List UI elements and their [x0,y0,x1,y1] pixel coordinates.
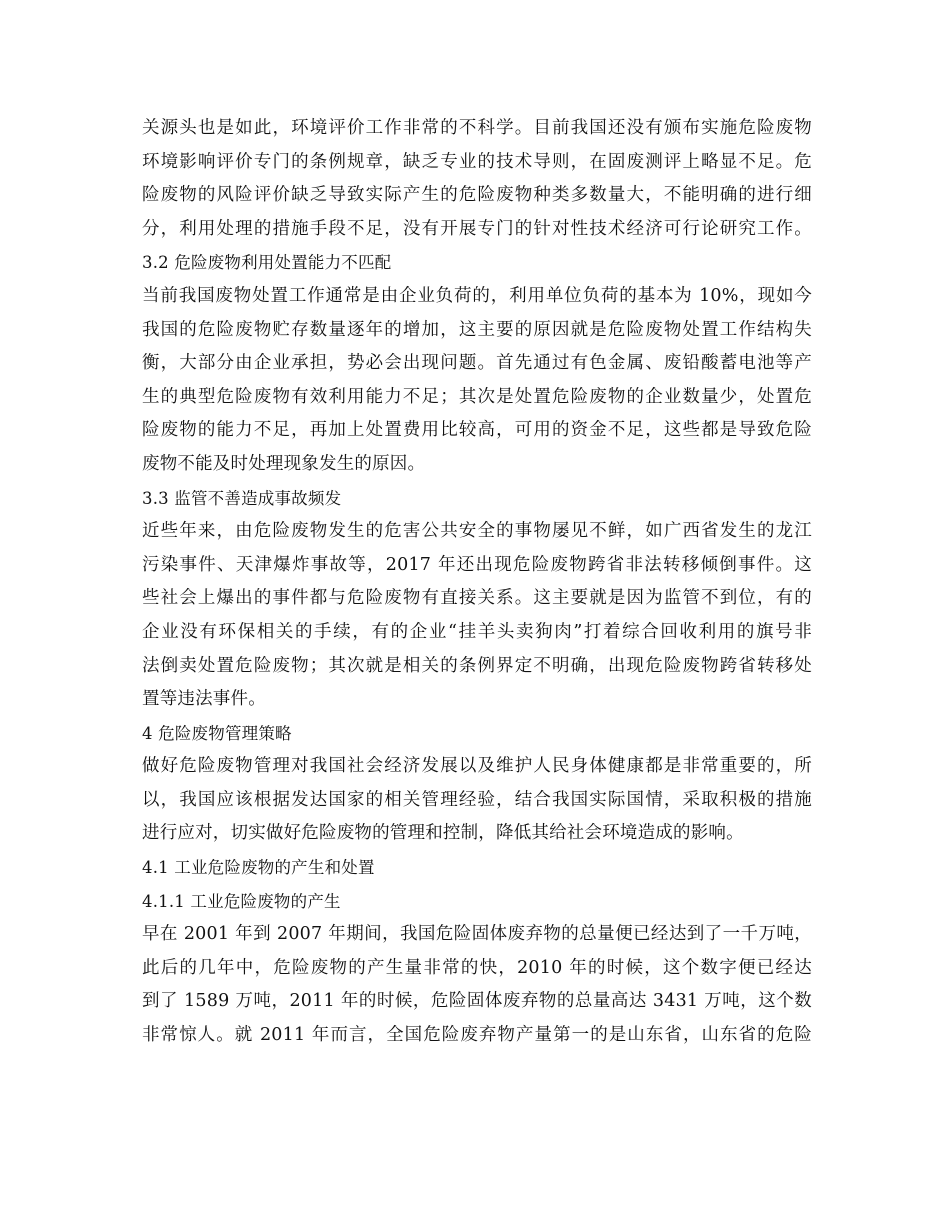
section-heading: 3.3 监管不善造成事故频发 [142,488,342,508]
document-page [142,112,812,1053]
text-line: 非常惊人。就 2011 年而言，全国危险废弃物产量第一的是山东省，山东省的危险 [142,1025,812,1046]
text-line: 险废物的风险评价缺乏导致实际产生的危险废物种类多数量大，不能明确的进行细 [142,185,812,206]
text-line: 置等违法事件。 [142,689,266,710]
text-line: 到了 1589 万吨，2011 年的时候，危险固体废弃物的总量高达 3431 万吨，这个数 [142,991,812,1012]
section-heading: 3.2 危险废物利用处置能力不匹配 [142,253,392,273]
text-line: 早在 2001 年到 2007 年期间，我国危险固体废弃物的总量便已经达到了一千万吨， [142,924,812,945]
text-line: 此后的几年中，危险废物的产生量非常的快，2010 年的时候，这个数字便已经达 [142,957,812,978]
section-heading: 4.1 工业危险废物的产生和处置 [142,858,375,878]
text-line: 废物不能及时处理现象发生的原因。 [142,453,426,474]
text-line: 法倒卖处置危险废物；其次就是相关的条例界定不明确，出现危险废物跨省转移处 [142,655,812,676]
text-line: 做好危险废物管理对我国社会经济发展以及维护人民身体健康都是非常重要的，所 [142,756,812,777]
text-line: 我国的危险废物贮存数量逐年的增加，这主要的原因就是危险废物处置工作结构失 [142,319,812,340]
text-line: 些社会上爆出的事件都与危险废物有直接关系。这主要就是因为监管不到位，有的 [142,588,812,609]
text-line: 衡，大部分由企业承担，势必会出现问题。首先通过有色金属、废铅酸蓄电池等产 [142,353,812,374]
text-line: 险废物的能力不足，再加上处置费用比较高，可用的资金不足，这些都是导致危险 [142,420,812,441]
section-heading: 4.1.1 工业危险废物的产生 [142,891,341,911]
text-line: 进行应对，切实做好危险废物的管理和控制，降低其给社会环境造成的影响。 [142,823,744,844]
text-line: 企业没有环保相关的手续，有的企业“挂羊头卖狗肉”打着综合回收利用的旗号非 [142,621,812,642]
text-line: 近些年来，由危险废物发生的危害公共安全的事物屡见不鲜，如广西省发生的龙江 [142,521,812,542]
text-line: 污染事件、天津爆炸事故等，2017 年还出现危险废物跨省非法转移倾倒事件。这 [142,554,812,575]
text-line: 当前我国废物处置工作通常是由企业负荷的，利用单位负荷的基本为 10%，现如今 [142,285,812,306]
text-line: 以，我国应该根据发达国家的相关管理经验，结合我国实际国情，采取积极的措施 [142,789,812,810]
text-line: 分，利用处理的措施手段不足，没有开展专门的针对性技术经济可行论研究工作。 [142,218,812,239]
section-heading: 4 危险废物管理策略 [142,723,292,743]
text-line: 生的典型危险废物有效利用能力不足；其次是处置危险废物的企业数量少，处置危 [142,386,812,407]
text-line: 关源头也是如此，环境评价工作非常的不科学。目前我国还没有颁布实施危险废物 [142,118,812,138]
text-line: 环境影响评价专门的条例规章，缺乏专业的技术导则，在固废测评上略显不足。危 [142,151,812,172]
